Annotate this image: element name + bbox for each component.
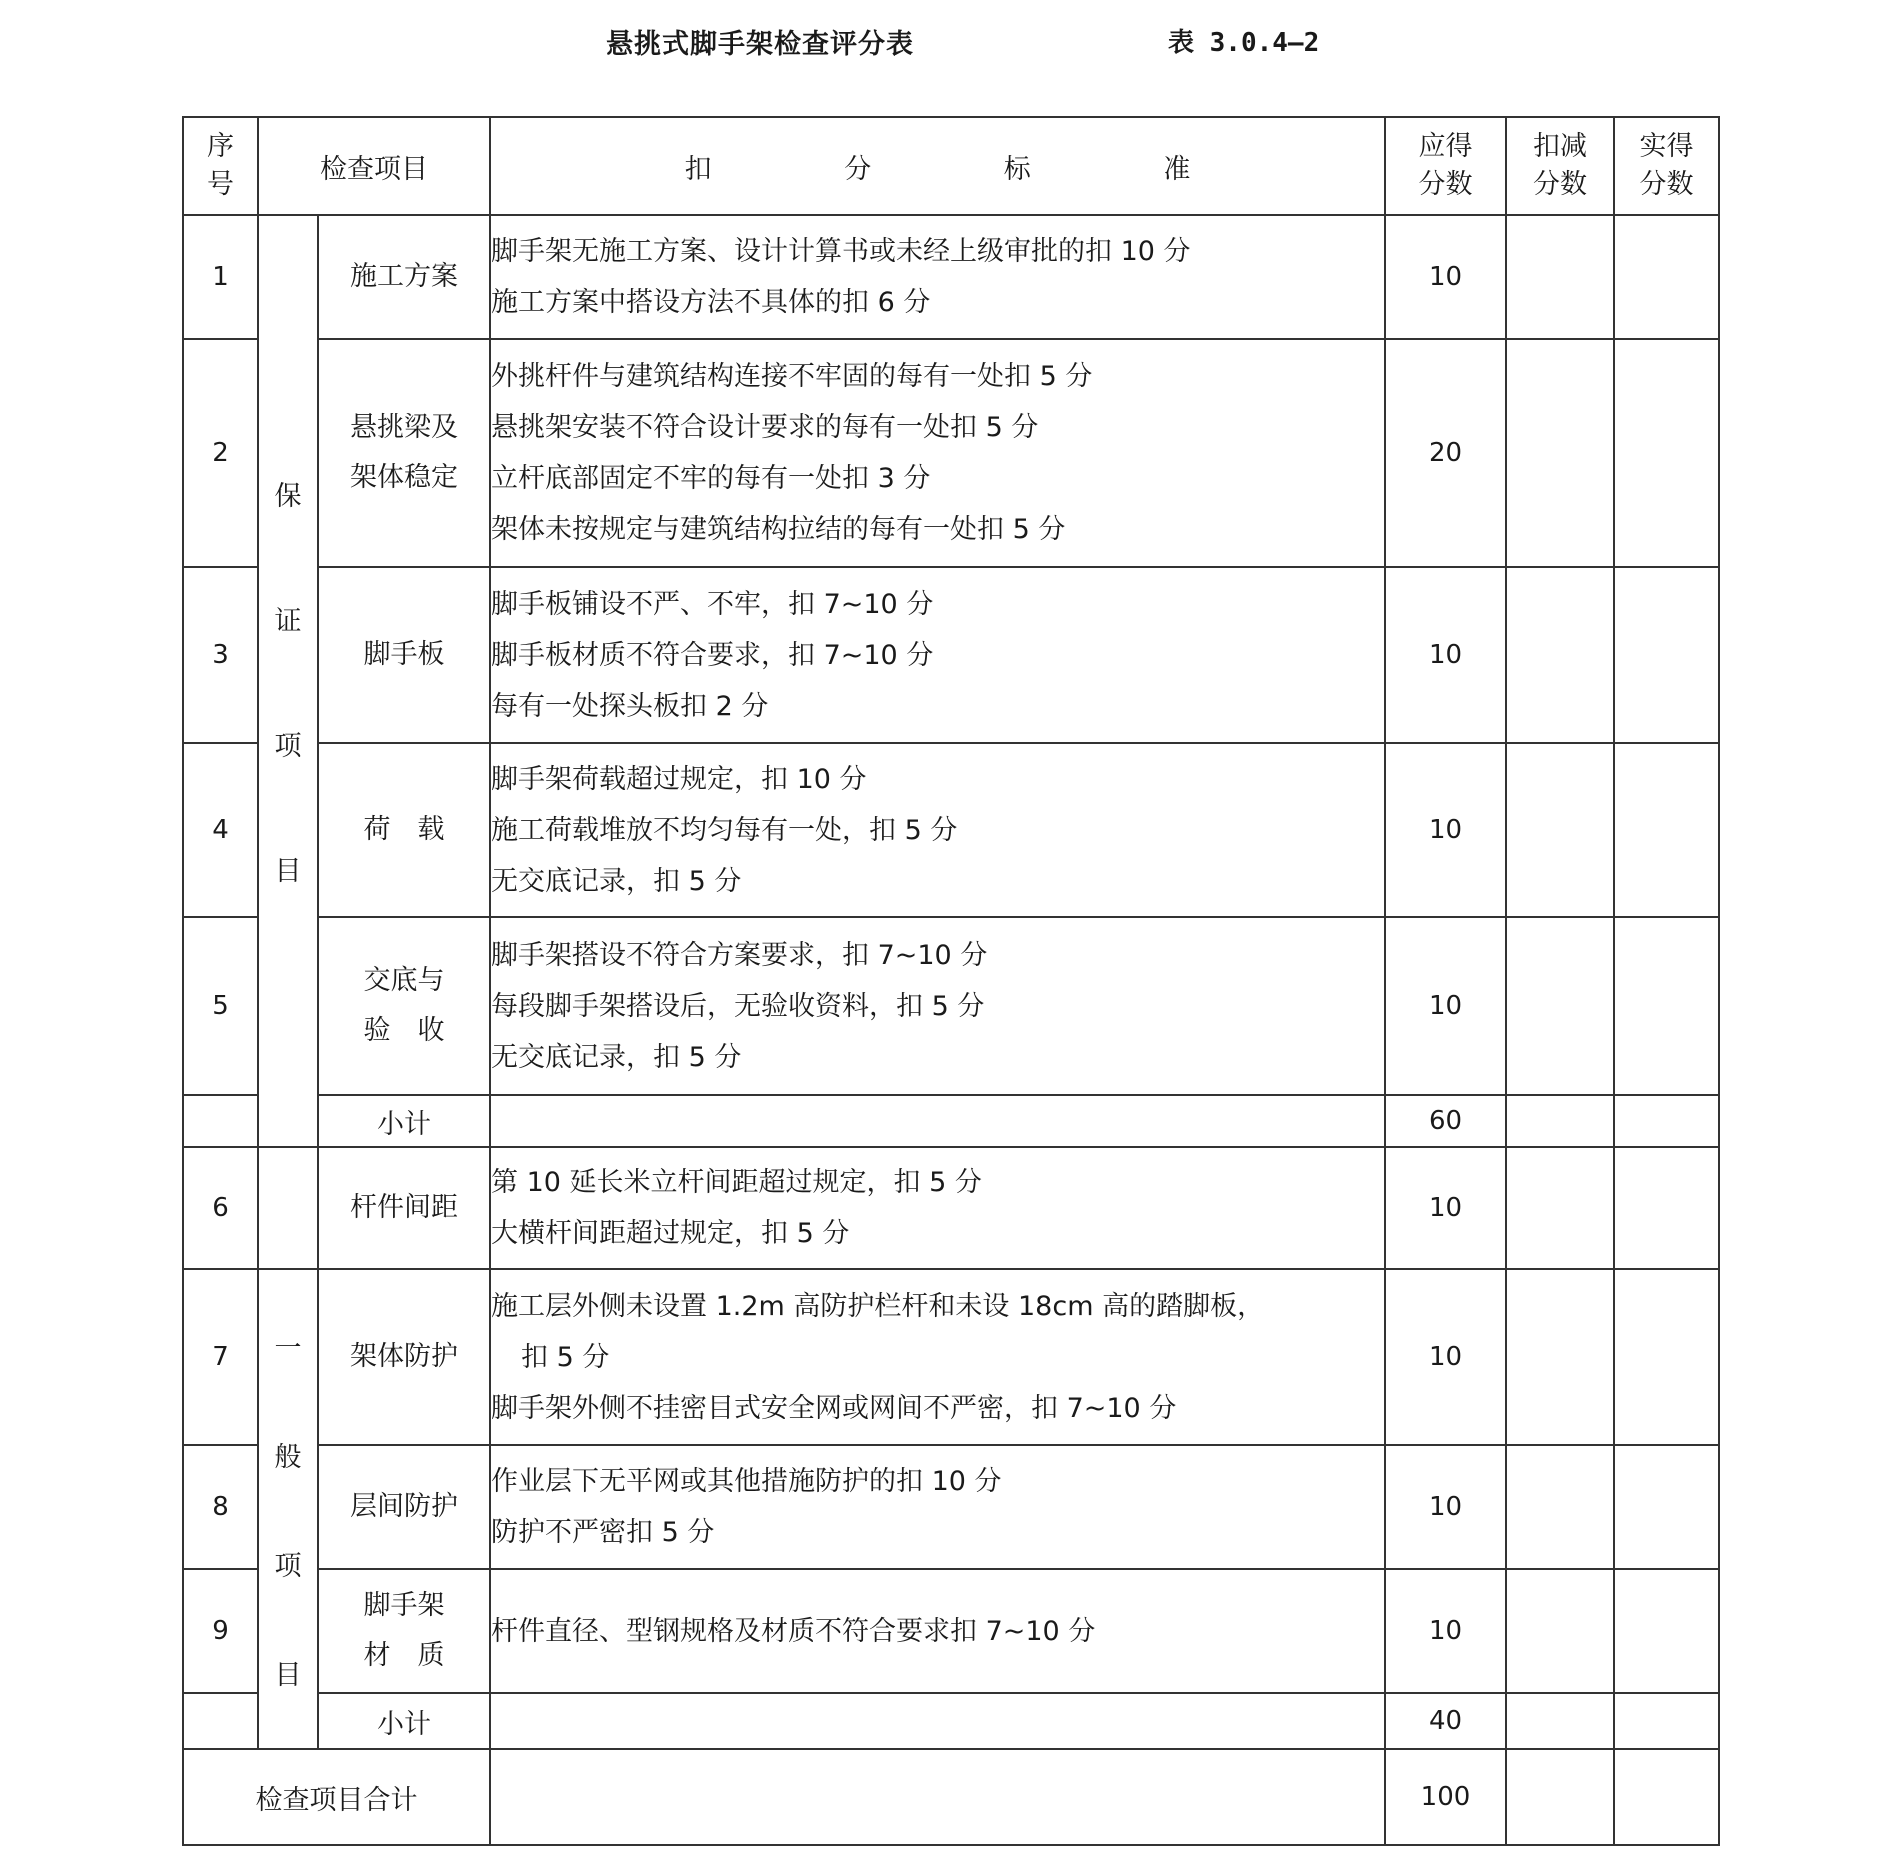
subtotal-label: 小计 bbox=[318, 1095, 490, 1147]
header-should-score: 应得 分数 bbox=[1385, 117, 1506, 215]
subtotal-score: 60 bbox=[1385, 1095, 1506, 1147]
row-item: 脚手板 bbox=[318, 567, 490, 743]
header-row bbox=[183, 117, 1719, 215]
group-guarantee: 保 证 项 目 bbox=[258, 215, 318, 1147]
row-deduct-cell[interactable] bbox=[1506, 339, 1614, 567]
title-row bbox=[0, 22, 1897, 62]
row-standard: 施工层外侧未设置 1.2m 高防护栏杆和未设 18cm 高的踏脚板， 扣 5 分 脚手架外侧不挂密目式安全网或网间不严密，扣 7~10 分 bbox=[490, 1269, 1385, 1445]
row-standard: 杆件直径、型钢规格及材质不符合要求扣 7~10 分 bbox=[490, 1569, 1385, 1693]
row-actual-cell[interactable] bbox=[1614, 215, 1719, 339]
row-item: 交底与 验 收 bbox=[318, 917, 490, 1095]
row-actual-cell[interactable] bbox=[1614, 1445, 1719, 1569]
subtotal-deduct-cell[interactable] bbox=[1506, 1095, 1614, 1147]
total-standard-empty bbox=[490, 1749, 1385, 1845]
row-seq: 5 bbox=[183, 917, 258, 1095]
row-seq: 7 bbox=[183, 1269, 258, 1445]
subtotal-seq-empty bbox=[183, 1095, 258, 1147]
table-row bbox=[183, 1269, 1719, 1445]
row-actual-cell[interactable] bbox=[1614, 917, 1719, 1095]
subtotal-standard-empty bbox=[490, 1095, 1385, 1147]
subtotal-row-general bbox=[183, 1693, 1719, 1749]
row-seq: 6 bbox=[183, 1147, 258, 1269]
table-row bbox=[183, 567, 1719, 743]
header-item: 检查项目 bbox=[258, 117, 490, 215]
table-row bbox=[183, 743, 1719, 917]
row-item: 层间防护 bbox=[318, 1445, 490, 1569]
row-score: 10 bbox=[1385, 1445, 1506, 1569]
score-table bbox=[182, 116, 1720, 1846]
group-general: 一 般 项 目 bbox=[258, 1269, 318, 1749]
row-deduct-cell[interactable] bbox=[1506, 743, 1614, 917]
row-standard: 脚手架无施工方案、设计计算书或未经上级审批的扣 10 分 施工方案中搭设方法不具体的扣 6 分 bbox=[490, 215, 1385, 339]
total-row bbox=[183, 1749, 1719, 1845]
row-seq: 3 bbox=[183, 567, 258, 743]
subtotal-actual-cell[interactable] bbox=[1614, 1693, 1719, 1749]
subtotal-actual-cell[interactable] bbox=[1614, 1095, 1719, 1147]
subtotal-deduct-cell[interactable] bbox=[1506, 1693, 1614, 1749]
header-deduct-score: 扣减 分数 bbox=[1506, 117, 1614, 215]
total-score: 100 bbox=[1385, 1749, 1506, 1845]
row-standard: 脚手板铺设不严、不牢，扣 7~10 分 脚手板材质不符合要求，扣 7~10 分 每有一处探头板扣 2 分 bbox=[490, 567, 1385, 743]
group-empty-cell bbox=[258, 1147, 318, 1269]
row-seq: 2 bbox=[183, 339, 258, 567]
row-score: 10 bbox=[1385, 743, 1506, 917]
row-item: 脚手架 材 质 bbox=[318, 1569, 490, 1693]
row-score: 10 bbox=[1385, 1269, 1506, 1445]
row-seq: 1 bbox=[183, 215, 258, 339]
table-row bbox=[183, 1445, 1719, 1569]
row-deduct-cell[interactable] bbox=[1506, 1569, 1614, 1693]
row-standard: 脚手架搭设不符合方案要求，扣 7~10 分 每段脚手架搭设后，无验收资料，扣 5 分 无交底记录，扣 5 分 bbox=[490, 917, 1385, 1095]
row-item: 悬挑梁及 架体稳定 bbox=[318, 339, 490, 567]
row-seq: 8 bbox=[183, 1445, 258, 1569]
row-deduct-cell[interactable] bbox=[1506, 1147, 1614, 1269]
row-seq: 4 bbox=[183, 743, 258, 917]
table-row bbox=[183, 1569, 1719, 1693]
row-score: 10 bbox=[1385, 917, 1506, 1095]
row-item: 荷 载 bbox=[318, 743, 490, 917]
header-standard: 扣 分 标 准 bbox=[490, 117, 1385, 215]
row-actual-cell[interactable] bbox=[1614, 1569, 1719, 1693]
row-score: 10 bbox=[1385, 567, 1506, 743]
subtotal-standard-empty bbox=[490, 1693, 1385, 1749]
table-row bbox=[183, 339, 1719, 567]
row-deduct-cell[interactable] bbox=[1506, 1269, 1614, 1445]
row-item: 杆件间距 bbox=[318, 1147, 490, 1269]
row-actual-cell[interactable] bbox=[1614, 567, 1719, 743]
row-deduct-cell[interactable] bbox=[1506, 917, 1614, 1095]
total-deduct-cell[interactable] bbox=[1506, 1749, 1614, 1845]
table-row bbox=[183, 1147, 1719, 1269]
header-actual-score: 实得 分数 bbox=[1614, 117, 1719, 215]
row-seq: 9 bbox=[183, 1569, 258, 1693]
row-deduct-cell[interactable] bbox=[1506, 215, 1614, 339]
row-actual-cell[interactable] bbox=[1614, 1147, 1719, 1269]
subtotal-row-guarantee bbox=[183, 1095, 1719, 1147]
row-score: 10 bbox=[1385, 1569, 1506, 1693]
row-score: 20 bbox=[1385, 339, 1506, 567]
table-row bbox=[183, 215, 1719, 339]
subtotal-label: 小计 bbox=[318, 1693, 490, 1749]
row-actual-cell[interactable] bbox=[1614, 743, 1719, 917]
row-standard: 作业层下无平网或其他措施防护的扣 10 分 防护不严密扣 5 分 bbox=[490, 1445, 1385, 1569]
header-seq: 序 号 bbox=[183, 117, 258, 215]
row-standard: 脚手架荷载超过规定，扣 10 分 施工荷载堆放不均匀每有一处，扣 5 分 无交底记录，扣 5 分 bbox=[490, 743, 1385, 917]
subtotal-score: 40 bbox=[1385, 1693, 1506, 1749]
total-actual-cell[interactable] bbox=[1614, 1749, 1719, 1845]
subtotal-seq-empty bbox=[183, 1693, 258, 1749]
page-title: 悬挑式脚手架检查评分表 bbox=[606, 29, 914, 60]
row-actual-cell[interactable] bbox=[1614, 1269, 1719, 1445]
row-item: 施工方案 bbox=[318, 215, 490, 339]
row-deduct-cell[interactable] bbox=[1506, 1445, 1614, 1569]
row-score: 10 bbox=[1385, 1147, 1506, 1269]
row-actual-cell[interactable] bbox=[1614, 339, 1719, 567]
row-item: 架体防护 bbox=[318, 1269, 490, 1445]
table-code: 表 3.0.4—2 bbox=[1168, 28, 1320, 58]
row-standard: 外挑杆件与建筑结构连接不牢固的每有一处扣 5 分 悬挑架安装不符合设计要求的每有一处扣 5 分 立杆底部固定不牢的每有一处扣 3 分 架体未按规定与建筑结构拉结的每有一处扣 5 分 bbox=[490, 339, 1385, 567]
total-label: 检查项目合计 bbox=[183, 1749, 490, 1845]
table-row bbox=[183, 917, 1719, 1095]
row-deduct-cell[interactable] bbox=[1506, 567, 1614, 743]
row-standard: 第 10 延长米立杆间距超过规定，扣 5 分 大横杆间距超过规定，扣 5 分 bbox=[490, 1147, 1385, 1269]
row-score: 10 bbox=[1385, 215, 1506, 339]
